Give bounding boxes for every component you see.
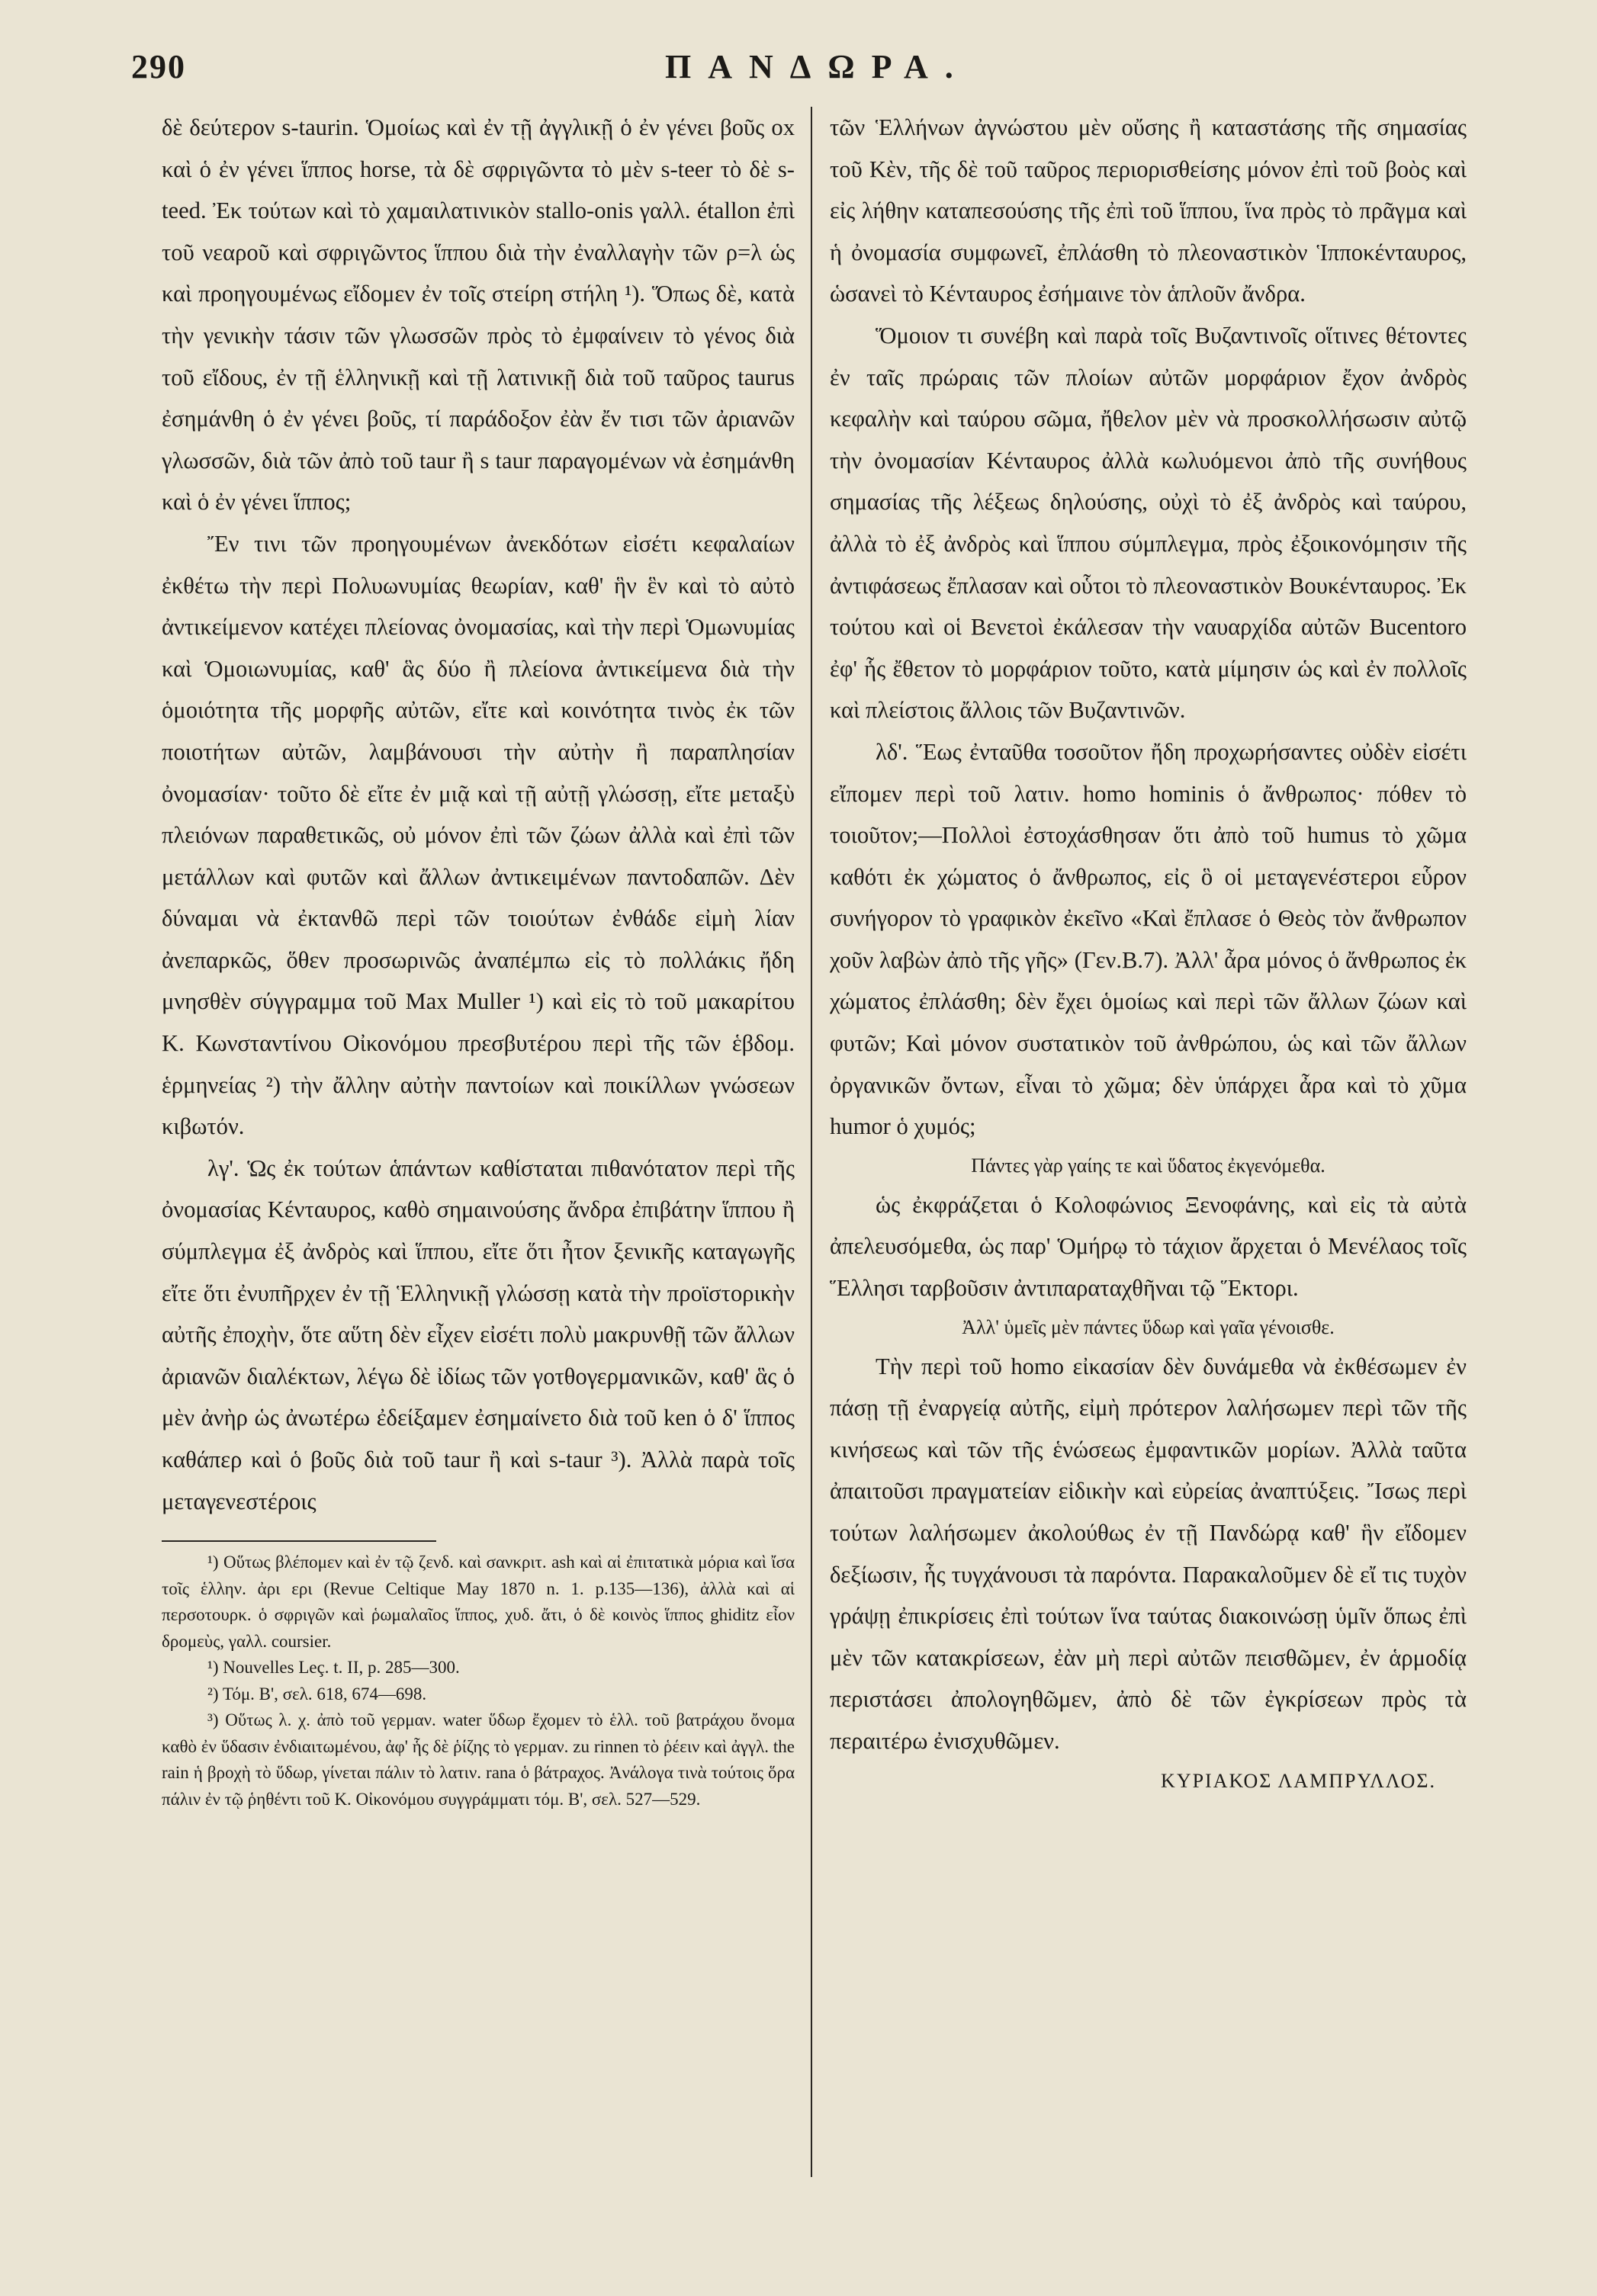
running-title: ΠΑΝΔΩΡΑ. [665,48,970,85]
footnote-divider [162,1540,436,1542]
footnotes [162,1549,795,1813]
right-paragraph-3: λδ'. Ἕως ἐνταῦθα τοσοῦτον ἤδη προχωρήσαντες οὐδὲν εἰσέτι εἴπομεν περὶ τοῦ λατιν. homo hominis ὁ ἄνθρωπος· πόθεν τὸ τοιοῦτον;—Πολλοὶ ἐστοχάσθησαν ὅτι ἀπὸ τοῦ humus τὸ χῶμα καθότι ἐκ χώματος ὁ ἄνθρωπος, εἰς ὃ οἱ μεταγενέστεροι εὗρον συνήγορον τὸ γραφικὸν ἐκεῖνο «Καὶ ἔπλασε ὁ Θεὸς τὸν ἄνθρωπον χοῦν λαβὼν ἀπὸ τῆς γῆς» (Γεν.Β.7). Ἀλλ' ἆρα μόνος ὁ ἄνθρωπος ἐκ χώματος ἐπλάσθη; δὲν ἔχει ὁμοίως καὶ περὶ τῶν ἄλλων ζώων καὶ φυτῶν; Καὶ μόνον συστατικὸν τοῦ ἀνθρώπου, ὡς καὶ τῶν ἄλλων ὀργανικῶν ὄντων, εἶναι τὸ χῶμα; δὲν ὑπάρχει ἆρα καὶ τὸ χῦμα humor ὁ χυμός; [830,738,1467,1140]
page-header [131,47,1557,93]
page-number: 290 [131,48,186,85]
author-signature: ΚΥΡΙΑΚΟΣ ΛΑΜΠΡΥΛΛΟΣ. [1161,1769,1436,1792]
left-paragraph-1: δὲ δεύτερον s-taurin. Ὁμοίως καὶ ἐν τῇ ἀγγλικῇ ὁ ἐν γένει βοῦς ox καὶ ὁ ἐν γένει ἵππος horse, τὰ δὲ σφριγῶντα τὸ μὲν s-teer τὸ δὲ s-teed. Ἐκ τούτων καὶ τὸ χαμαιλατινικὸν stallo-onis γαλλ. étallon ἐπὶ τοῦ νεαροῦ καὶ σφριγῶντος ἵππου διὰ τὴν ἐναλλαγὴν τῶν ρ=λ ὡς καὶ προηγουμένως εἴδομεν ἐν τοῖς στείρη στήλη ¹). Ὅπως δὲ, κατὰ τὴν γενικὴν τάσιν τῶν γλωσσῶν πρὸς τὸ ἐμφαίνειν τὸ γένος διὰ τοῦ εἴδους, ἐν τῇ ἑλληνικῇ καὶ τῇ λατινικῇ διὰ τοῦ ταῦρος taurus ἐσημάνθη ὁ ἐν γένει βοῦς, τί παράδοξον ἐὰν ἔν τισι τῶν ἀριανῶν γλωσσῶν, διὰ τῶν ἀπὸ τοῦ taur ἢ s taur παραγομένων νὰ ἐσημάνθη καὶ ὁ ἐν γένει ἵππος; [162,114,795,515]
verse-quotation-2: Ἀλλ' ὑμεῖς μὲν πάντες ὕδωρ καὶ γαῖα γένοισθε. [962,1315,1335,1338]
right-paragraph-2: Ὅμοιον τι συνέβη καὶ παρὰ τοῖς Βυζαντινοῖς οἵτινες θέτοντες ἐν ταῖς πρώραις τῶν πλοίων αὐτῶν μορφάριον ἔχον ἀνδρὸς κεφαλὴν καὶ ταύρου σῶμα, ἤθελον μὲν νὰ προσκολλήσωσιν αὐτῷ τὴν ὀνομασίαν Κένταυρος ἀλλὰ κωλυόμενοι ἀπὸ τῆς συνήθους σημασίας τῆς λέξεως δηλούσης, οὐχὶ τὸ ἐξ ἀνδρὸς καὶ ταύρου, ἀλλὰ τὸ ἐξ ἀνδρὸς καὶ ἵππου σύμπλεγμα, πρὸς ἐξοικονόμησιν τῆς ἀντιφάσεως ἔπλασαν καὶ οὗτοι τὸ πλεοναστικὸν Βουκένταυρος. Ἐκ τούτου καὶ οἱ Βενετοὶ ἐκάλεσαν τὴν ναυαρχίδα αὐτῶν Bucentoro ἐφ' ἧς ἔθετον τὸ μορφάριον τοῦτο, κατὰ μίμησιν ὡς καὶ ἐν πολλοῖς καὶ πλείστοις ἄλλοις τῶν Βυζαντινῶν. [830,322,1467,724]
column-divider [811,107,812,2177]
right-paragraph-1: τῶν Ἑλλήνων ἀγνώστου μὲν οὔσης ἢ καταστάσης τῆς σημασίας τοῦ Κὲν, τῆς δὲ τοῦ ταῦρος περιορισθείσης μόνον ἐπὶ τοῦ βοὸς καὶ εἰς λήθην καταπεσούσης τῆς ἐπὶ τοῦ ἵππου, ἵνα πρὸς τὸ πρᾶγμα καὶ ἡ ὀνομασία συμφωνεῖ, ἐπλάσθη τὸ πλεοναστικὸν Ἱπποκένταυρος, ὡσανεὶ τὸ Κένταυρος ἐσήμαινε τὸν ἁπλοῦν ἄνδρα. [830,114,1467,307]
footnote-2: ¹) Nouvelles Leç. t. II, p. 285—300. [207,1658,460,1678]
right-column [830,107,1467,1800]
left-column [162,107,795,1813]
footnote-4: ³) Οὕτως λ. χ. ἀπὸ τοῦ γερμαν. water ὕδωρ ἔχομεν τὸ ἑλλ. τοῦ βατράχου ὄνομα καθὸ ἐν ὕδασιν ἐνδιαιτωμένου, ἀφ' ἧς δὲ ῥίζης τὸ γερμαν. zu rinnen τὸ ῥέειν καὶ ἀγγλ. the rain ἡ βροχὴ τὸ ὕδωρ, γίνεται πάλιν τὸ λατιν. rana ὁ βάτραχος. Ἀνάλογα τινὰ τούτοις ὅρα πάλιν ἐν τῷ ῥηθέντι τοῦ Κ. Οἰκονόμου συγγράμματι τόμ. Β', σελ. 527—529. [162,1710,795,1809]
right-paragraph-5: Τὴν περὶ τοῦ homo εἰκασίαν δὲν δυνάμεθα νὰ ἐκθέσωμεν ἐν πάσῃ τῇ ἐναργείᾳ αὐτῆς, εἰμὴ πρότερον λαλήσωμεν περὶ τῶν τῆς κινήσεως καὶ τῶν τῆς ἑνώσεως ἐμφαντικῶν μορίων. Ἀλλὰ ταῦτα ἀπαιτοῦσι πραγματείαν εἰδικὴν καὶ εὐρείας ἀναπτύξεις. Ἴσως περὶ τούτων λαλήσωμεν ἀκολούθως ἐν τῇ Πανδώρᾳ καθ' ἣν εἴδομεν δεξίωσιν, ἧς τυγχάνουσι τὰ παρόντα. Παρακαλοῦμεν δὲ εἴ τις τυχὸν γράψῃ ἐπικρίσεις ἐπὶ τούτων ἵνα ταύτας διακοινώσῃ ὑμῖν ὅπως ἐπὶ μὲν τῶν κατακρίσεων, ἐὰν μὴ περὶ αὐτῶν πεισθῶμεν, ἐν ἁρμοδίᾳ περιστάσει ἀπολογηθῶμεν, ἀπὸ δὲ τῶν ἐγκρίσεων πρὸς τὰ περαιτέρω ἐνισχυθῶμεν. [830,1353,1467,1754]
footnote-1: ¹) Οὕτως βλέπομεν καὶ ἐν τῷ ζενδ. καὶ σανκριτ. ash καὶ αἱ ἐπιτατικὰ μόρια καὶ ἴσα τοῖς ἑλλην. ἀρι ερι (Revue Celtique May 1870 n. 1. p.135—136), ἀλλὰ καὶ αἱ περσοτουρκ. ὁ σφριγῶν καὶ ῥωμαλαῖος ἵππος, χυδ. ἄτι, ὁ δὲ κοινὸς ἵππος ghiditz εἶον δρομεὺς, γαλλ. coursier. [162,1553,795,1651]
verse-quotation-1: Πάντες γὰρ γαίης τε καὶ ὕδατος ἐκγενόμεθα. [971,1154,1325,1177]
right-paragraph-4: ὡς ἐκφράζεται ὁ Κολοφώνιος Ξενοφάνης, καὶ εἰς τὰ αὐτὰ ἀπελευσόμεθα, ὡς παρ' Ὁμήρῳ τὸ τάχιον ἄρχεται ὁ Μενέλαος τοῖς Ἕλλησι ταρβοῦσιν ἀντιπαραταχθῆναι τῷ Ἕκτορι. [830,1191,1467,1302]
left-paragraph-3: λγ'. Ὡς ἐκ τούτων ἁπάντων καθίσταται πιθανότατον περὶ τῆς ὀνομασίας Κένταυρος, καθὸ σημαινούσης ἄνδρα ἐπιβάτην ἵππου ἢ σύμπλεγμα ἐξ ἀνδρὸς καὶ ἵππου, εἴτε ὅτι ἦτον ξενικῆς καταγωγῆς εἴτε ὅτι ἐνυπῆρχεν ἐν τῇ Ἑλληνικῇ γλώσσῃ κατὰ τὴν προϊστορικὴν αὐτῆς ἐποχὴν, ὅτε αὕτη δὲν εἶχεν εἰσέτι πολὺ μακρυνθῇ τῶν ἄλλων ἀριανῶν διαλέκτων, λέγω δὲ ἰδίως τῶν γοτθογερμανικῶν, καθ' ἃς ὁ μὲν ἀνὴρ ὡς ἀνωτέρω ἐδείξαμεν ἐσημαίνετο διὰ τοῦ ken ὁ δ' ἵππος καθάπερ καὶ ὁ βοῦς διὰ τοῦ taur ἢ καὶ s-taur ³). Ἀλλὰ παρὰ τοῖς μεταγενεστέροις [162,1154,795,1514]
left-paragraph-2: Ἔν τινι τῶν προηγουμένων ἀνεκδότων εἰσέτι κεφαλαίων ἐκθέτω τὴν περὶ Πολυωνυμίας θεωρίαν, καθ' ἣν ἓν καὶ τὸ αὐτὸ ἀντικείμενον κατέχει πλείονας ὀνομασίας, καὶ τὴν περὶ Ὁμωνυμίας καὶ Ὁμοιωνυμίας, καθ' ἃς δύο ἢ πλείονα ἀντικείμενα διὰ τὴν ὁμοιότητα τῆς μορφῆς αὐτῶν, εἴτε καὶ κοινότητα τινὸς ἐκ τῶν ποιοτήτων αὐτῶν, λαμβάνουσι τὴν αὐτὴν ἢ παραπλησίαν ὀνομασίαν· τοῦτο δὲ εἴτε ἐν μιᾷ καὶ τῇ αὐτῇ γλώσσῃ, εἴτε μεταξὺ πλειόνων παραθετικῶς, οὐ μόνον ἐπὶ τῶν ζώων ἀλλὰ καὶ ἐπὶ τῶν μετάλλων καὶ φυτῶν καὶ ἄλλων ἀντικειμένων παντοδαπῶν. Δὲν δύναμαι νὰ ἐκτανθῶ περὶ τῶν τοιούτων ἐνθάδε εἰμὴ λίαν ἀνεπαρκῶς, ὅθεν προσωρινῶς ἀναπέμπω εἰς τὸ πολλάκις ἤδη μνησθὲν σύγγραμμα τοῦ Max Muller ¹) καὶ εἰς τὸ τοῦ μακαρίτου Κ. Κωνσταντίνου Οἰκονόμου πρεσβυτέρου περὶ τῆς τῶν ἑβδομ. ἑρμηνείας ²) τὴν ἄλλην αὐτὴν παντοίων καὶ ποικίλλων γνώσεων κιβωτόν. [162,530,795,1140]
footnote-3: ²) Τόμ. Β', σελ. 618, 674—698. [207,1684,427,1704]
